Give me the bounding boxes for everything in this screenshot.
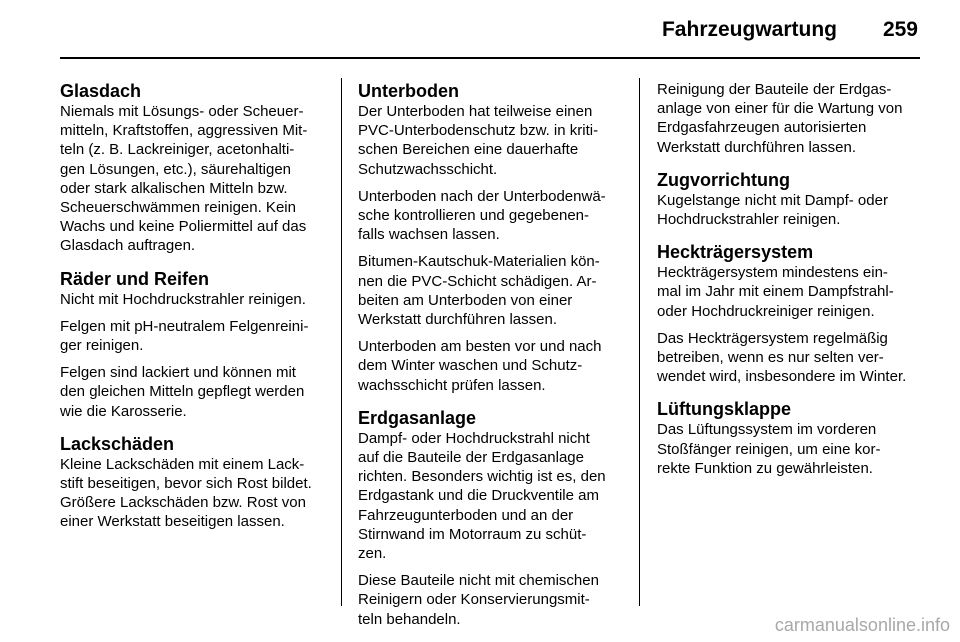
section bbox=[358, 80, 626, 395]
text-line: Erdgastank und die Druckventile am bbox=[358, 487, 599, 505]
section-heading: Heckträgersystem bbox=[657, 242, 814, 263]
text-line: Bitumen-Kautschuk-Materialien kön- bbox=[358, 253, 600, 271]
text-line: wachsschicht prüfen lassen. bbox=[358, 376, 546, 394]
text-line: den gleichen Mitteln gepflegt werden bbox=[60, 383, 305, 401]
section-heading: Zugvorrichtung bbox=[657, 169, 790, 190]
text-line: PVC-Unterbodenschutz bzw. in kriti- bbox=[358, 122, 599, 140]
text-line: auf die Bauteile der Erdgasanlage bbox=[358, 449, 584, 467]
column-divider-1 bbox=[341, 78, 342, 606]
section-heading: Lackschäden bbox=[60, 433, 175, 454]
text-line: Stirnwand im Motorraum zu schüt- bbox=[358, 525, 587, 543]
text-line: gen Lösungen, etc.), säurehaltigen bbox=[60, 160, 291, 178]
section bbox=[657, 169, 925, 229]
text-line: Der Unterboden hat teilweise einen bbox=[358, 103, 593, 120]
text-line: einer Werkstatt beseitigen lassen. bbox=[60, 513, 285, 531]
header-rule bbox=[60, 57, 920, 59]
body-paragraph bbox=[358, 429, 626, 563]
watermark-text: carmanualsonline.info bbox=[774, 615, 950, 635]
body-paragraph bbox=[358, 337, 626, 395]
section-heading: Glasdach bbox=[60, 81, 142, 101]
text-line: Unterboden am besten vor und nach bbox=[358, 338, 602, 356]
text-line: Größere Lackschäden bzw. Rost von bbox=[60, 494, 306, 512]
text-line: Werkstatt durchführen lassen. bbox=[657, 138, 856, 156]
body-paragraph bbox=[657, 329, 925, 387]
body-paragraph bbox=[657, 420, 925, 478]
section-heading: Räder und Reifen bbox=[60, 268, 210, 289]
text-line: Wachs und keine Poliermittel auf das bbox=[60, 218, 307, 236]
text-line: Fahrzeugunterboden und an der bbox=[358, 506, 574, 524]
text-line: Diese Bauteile nicht mit chemischen bbox=[358, 572, 599, 590]
text-line: Das Lüftungssystem im vorderen bbox=[657, 421, 877, 439]
text-line: rekte Funktion zu gewährleisten. bbox=[657, 459, 873, 477]
text-line: Glasdach auftragen. bbox=[60, 237, 196, 255]
body-paragraph bbox=[657, 191, 925, 229]
body-paragraph bbox=[358, 252, 626, 329]
body-paragraph bbox=[60, 102, 328, 256]
text-line: Stoßfänger reinigen, um eine kor- bbox=[657, 440, 881, 458]
text-line: Felgen sind lackiert und können mit bbox=[60, 364, 296, 382]
text-line: oder stark alkalischen Mitteln bzw. bbox=[60, 179, 288, 197]
text-column-2 bbox=[358, 80, 626, 629]
text-line: Dampf- oder Hochdruckstrahl nicht bbox=[358, 429, 590, 447]
body-paragraph bbox=[657, 263, 925, 321]
section bbox=[657, 398, 925, 478]
text-line: Reinigung der Bauteile der Erdgas- bbox=[657, 81, 892, 98]
body-paragraph bbox=[657, 80, 925, 157]
text-line: Erdgasfahrzeugen autorisierten bbox=[657, 119, 867, 137]
text-line: wie die Karosserie. bbox=[60, 402, 187, 420]
body-paragraph bbox=[358, 102, 626, 179]
body-paragraph bbox=[60, 290, 328, 309]
section-heading: Erdgasanlage bbox=[358, 407, 477, 428]
text-line: teln behandeln. bbox=[358, 610, 461, 628]
text-line: wendet wird, insbesondere im Winter. bbox=[657, 368, 907, 386]
body-paragraph bbox=[358, 187, 626, 245]
text-line: betreiben, wenn es nur selten ver- bbox=[657, 349, 884, 367]
text-line: Kugelstange nicht mit Dampf- oder bbox=[657, 191, 888, 209]
body-paragraph bbox=[358, 571, 626, 629]
text-line: Hochdruckstrahler reinigen. bbox=[657, 211, 841, 229]
page-number: 259 bbox=[882, 18, 918, 41]
text-line: schen Bereichen eine dauerhafte bbox=[358, 141, 579, 159]
body-paragraph bbox=[60, 317, 328, 355]
text-line: Kleine Lackschäden mit einem Lack- bbox=[60, 455, 305, 473]
text-line: zen. bbox=[358, 545, 387, 563]
text-line: mal im Jahr mit einem Dampfstrahl- bbox=[657, 283, 894, 301]
section bbox=[60, 80, 328, 256]
text-line: Heckträgersystem mindestens ein- bbox=[657, 264, 888, 282]
text-line: nen die PVC-Schicht schädigen. Ar- bbox=[358, 272, 597, 290]
text-line: Unterboden nach der Unterbodenwä- bbox=[358, 187, 606, 205]
text-line: Reinigern oder Konservierungsmit- bbox=[358, 591, 590, 609]
section bbox=[657, 241, 925, 386]
section bbox=[60, 433, 328, 532]
text-line: Nicht mit Hochdruckstrahler reinigen. bbox=[60, 290, 306, 308]
text-line: richten. Besonders wichtig ist es, den bbox=[358, 468, 606, 486]
body-paragraph bbox=[60, 455, 328, 532]
column-divider-2 bbox=[639, 78, 640, 606]
text-line: dem Winter waschen und Schutz- bbox=[358, 357, 583, 375]
text-line: falls wachsen lassen. bbox=[358, 226, 500, 244]
text-line: beiten am Unterboden von einer bbox=[358, 291, 573, 309]
text-line: Werkstatt durchführen lassen. bbox=[358, 311, 557, 329]
text-line: Felgen mit pH-neutralem Felgenreini- bbox=[60, 317, 309, 335]
text-line: oder Hochdruckreiniger reinigen. bbox=[657, 302, 875, 320]
text-line: teln (z. B. Lackreiniger, acetonhalti- bbox=[60, 141, 295, 159]
text-column-1 bbox=[60, 80, 328, 532]
section bbox=[60, 268, 328, 421]
section bbox=[358, 407, 626, 629]
page-title: Fahrzeugwartung bbox=[661, 18, 837, 41]
text-line: anlage von einer für die Wartung von bbox=[657, 100, 903, 118]
section bbox=[657, 80, 925, 157]
text-line: sche kontrollieren und gegebenen- bbox=[358, 207, 589, 225]
text-line: ger reinigen. bbox=[60, 337, 144, 355]
text-line: Scheuerschwämmen reinigen. Kein bbox=[60, 199, 296, 217]
text-column-3 bbox=[657, 80, 925, 478]
section-heading: Unterboden bbox=[358, 81, 459, 101]
section-heading: Lüftungsklappe bbox=[657, 399, 791, 420]
body-paragraph bbox=[60, 363, 328, 421]
text-line: mitteln, Kraftstoffen, aggressiven Mit- bbox=[60, 122, 308, 140]
text-line: Das Heckträgersystem regelmäßig bbox=[657, 329, 888, 347]
text-line: Niemals mit Lösungs- oder Scheuer- bbox=[60, 103, 304, 120]
text-line: stift beseitigen, bevor sich Rost bildet. bbox=[60, 475, 312, 493]
text-line: Schutzwachsschicht. bbox=[358, 160, 498, 178]
